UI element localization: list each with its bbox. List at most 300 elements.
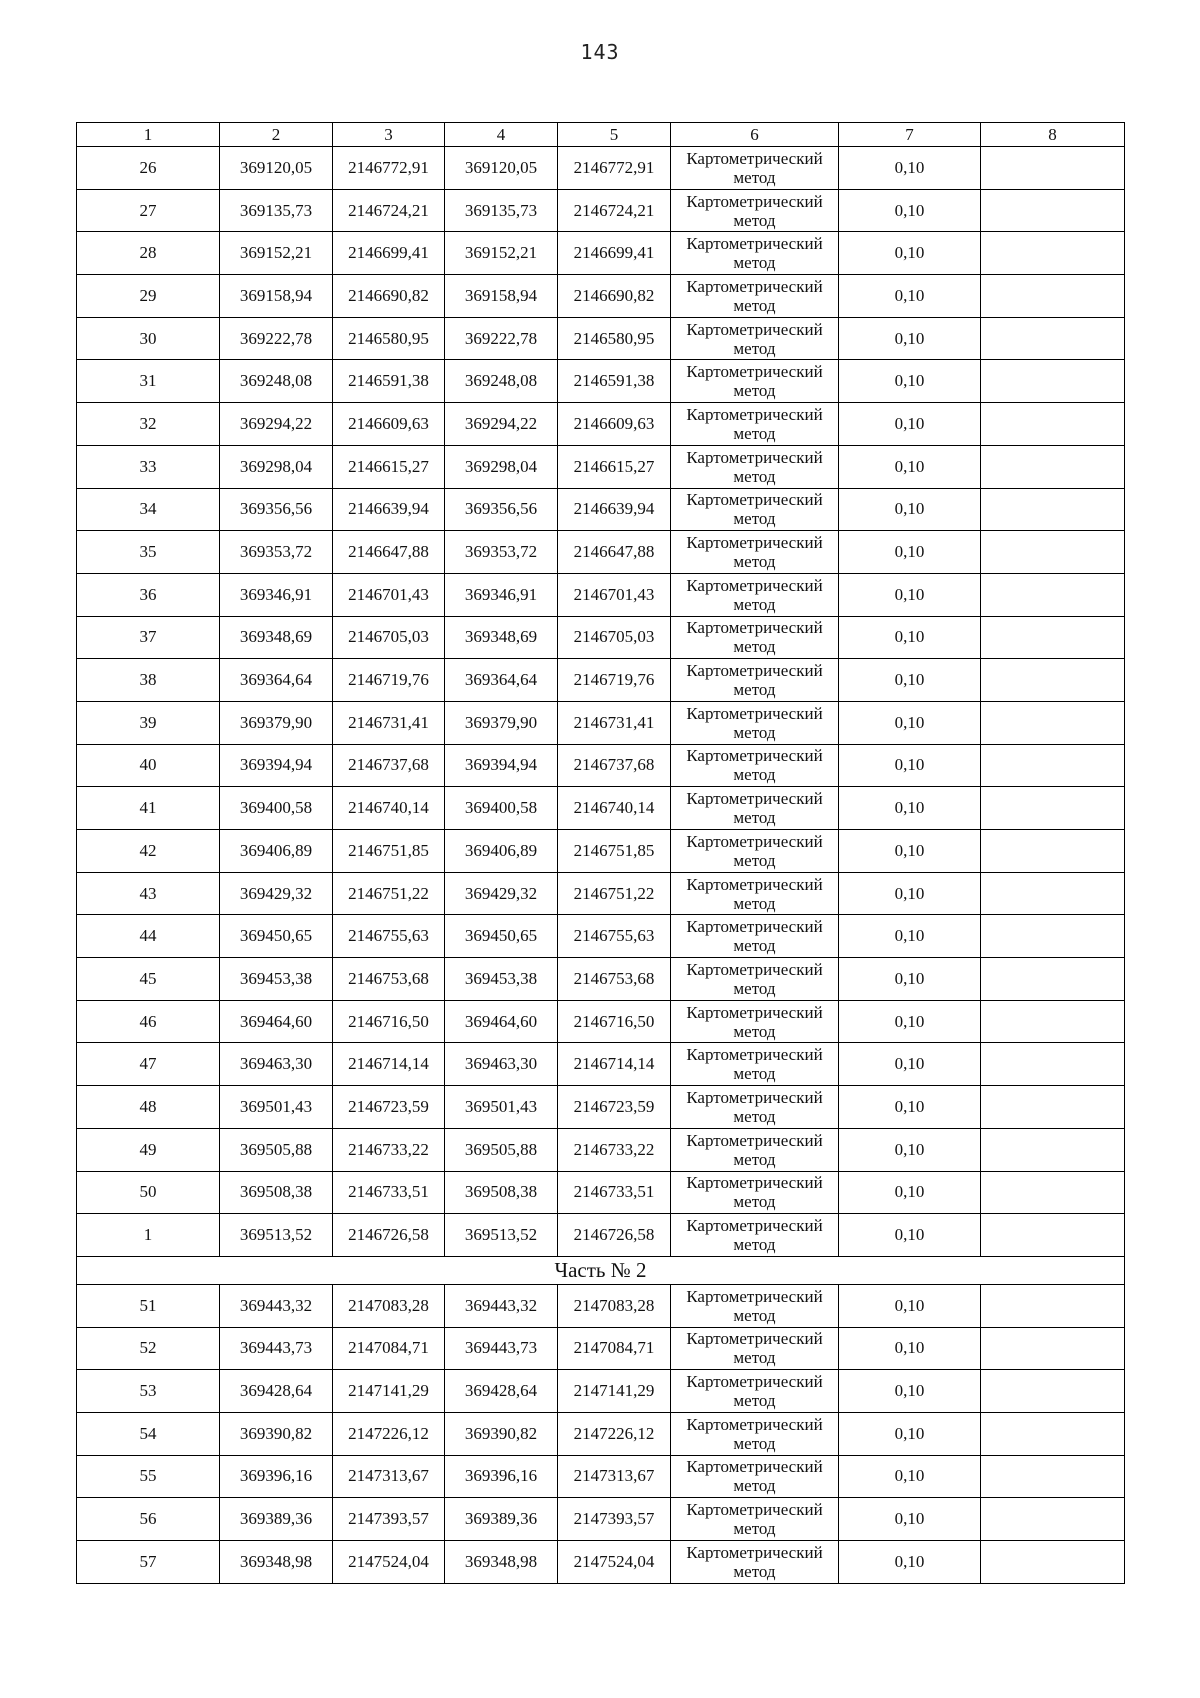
x-coordinate-cell: 369450,65 (445, 915, 558, 958)
method-text: метод (733, 1519, 776, 1539)
notes-cell (981, 1043, 1125, 1086)
method-text: Картометрический (686, 234, 823, 254)
x-coordinate-cell: 369443,73 (220, 1327, 333, 1370)
method-text: метод (733, 1476, 776, 1496)
method-text: метод (733, 808, 776, 828)
accuracy-cell: 0,10 (839, 403, 981, 446)
y-coordinate-cell: 2147313,67 (558, 1455, 671, 1498)
method-text: Картометрический (686, 447, 823, 467)
x-coordinate-cell: 369389,36 (445, 1498, 558, 1541)
column-header: 1 (77, 123, 220, 147)
table-row (77, 445, 1125, 488)
notes-cell (981, 1541, 1125, 1584)
method-cell (671, 1171, 839, 1214)
x-coordinate-cell: 369120,05 (220, 147, 333, 190)
x-coordinate-cell: 369364,64 (445, 659, 558, 702)
table-row (77, 616, 1125, 659)
y-coordinate-cell: 2147393,57 (333, 1498, 445, 1541)
y-coordinate-cell: 2146753,68 (558, 958, 671, 1001)
x-coordinate-cell: 369464,60 (445, 1000, 558, 1043)
notes-cell (981, 1000, 1125, 1043)
x-coordinate-cell: 369443,73 (445, 1327, 558, 1370)
notes-cell (981, 1370, 1125, 1413)
y-coordinate-cell: 2146755,63 (558, 915, 671, 958)
table-row (77, 830, 1125, 873)
method-cell (671, 744, 839, 787)
x-coordinate-cell: 369353,72 (445, 531, 558, 574)
notes-cell (981, 232, 1125, 275)
point-number-cell: 56 (77, 1498, 220, 1541)
method-cell (671, 1128, 839, 1171)
notes-cell (981, 445, 1125, 488)
y-coordinate-cell: 2146591,38 (333, 360, 445, 403)
y-coordinate-cell: 2146714,14 (333, 1043, 445, 1086)
table-row (77, 232, 1125, 275)
point-number-cell: 46 (77, 1000, 220, 1043)
x-coordinate-cell: 369400,58 (220, 787, 333, 830)
table-row (77, 189, 1125, 232)
accuracy-cell: 0,10 (839, 1455, 981, 1498)
accuracy-cell: 0,10 (839, 573, 981, 616)
table-row (77, 147, 1125, 190)
method-cell (671, 1000, 839, 1043)
x-coordinate-cell: 369429,32 (220, 872, 333, 915)
x-coordinate-cell: 369463,30 (445, 1043, 558, 1086)
y-coordinate-cell: 2146705,03 (558, 616, 671, 659)
point-number-cell: 37 (77, 616, 220, 659)
method-text: Картометрический (686, 533, 823, 553)
page-number: 143 (580, 40, 620, 64)
y-coordinate-cell: 2146772,91 (333, 147, 445, 190)
method-text: Картометрический (686, 1372, 823, 1392)
x-coordinate-cell: 369390,82 (445, 1412, 558, 1455)
method-text: Картометрический (686, 319, 823, 339)
method-text: метод (733, 850, 776, 870)
column-header: 3 (333, 123, 445, 147)
y-coordinate-cell: 2146719,76 (333, 659, 445, 702)
x-coordinate-cell: 369346,91 (220, 573, 333, 616)
method-cell (671, 275, 839, 318)
x-coordinate-cell: 369428,64 (220, 1370, 333, 1413)
y-coordinate-cell: 2147083,28 (333, 1284, 445, 1327)
point-number-cell: 33 (77, 445, 220, 488)
method-text: метод (733, 594, 776, 614)
x-coordinate-cell: 369443,32 (220, 1284, 333, 1327)
x-coordinate-cell: 369222,78 (220, 317, 333, 360)
notes-cell (981, 317, 1125, 360)
y-coordinate-cell: 2146647,88 (333, 531, 445, 574)
table-row (77, 1000, 1125, 1043)
point-number-cell: 39 (77, 701, 220, 744)
table-row (77, 488, 1125, 531)
method-text: метод (733, 509, 776, 529)
accuracy-cell: 0,10 (839, 488, 981, 531)
x-coordinate-cell: 369158,94 (220, 275, 333, 318)
method-cell (671, 232, 839, 275)
y-coordinate-cell: 2146723,59 (333, 1086, 445, 1129)
method-text: Картометрический (686, 1045, 823, 1065)
table-row (77, 1214, 1125, 1257)
x-coordinate-cell: 369248,08 (445, 360, 558, 403)
x-coordinate-cell: 369505,88 (445, 1128, 558, 1171)
point-number-cell: 47 (77, 1043, 220, 1086)
method-text: Картометрический (686, 789, 823, 809)
x-coordinate-cell: 369348,69 (445, 616, 558, 659)
method-text: Картометрический (686, 831, 823, 851)
x-coordinate-cell: 369389,36 (220, 1498, 333, 1541)
method-cell (671, 1043, 839, 1086)
method-cell (671, 787, 839, 830)
table-row (77, 275, 1125, 318)
y-coordinate-cell: 2146733,51 (558, 1171, 671, 1214)
accuracy-cell: 0,10 (839, 1327, 981, 1370)
y-coordinate-cell: 2146639,94 (333, 488, 445, 531)
y-coordinate-cell: 2146723,59 (558, 1086, 671, 1129)
method-cell (671, 317, 839, 360)
y-coordinate-cell: 2147313,67 (333, 1455, 445, 1498)
point-number-cell: 54 (77, 1412, 220, 1455)
x-coordinate-cell: 369364,64 (220, 659, 333, 702)
x-coordinate-cell: 369348,69 (220, 616, 333, 659)
notes-cell (981, 1214, 1125, 1257)
point-number-cell: 29 (77, 275, 220, 318)
notes-cell (981, 1498, 1125, 1541)
x-coordinate-cell: 369406,89 (445, 830, 558, 873)
x-coordinate-cell: 369450,65 (220, 915, 333, 958)
accuracy-cell: 0,10 (839, 1214, 981, 1257)
method-cell (671, 1086, 839, 1129)
table-row (77, 1498, 1125, 1541)
y-coordinate-cell: 2146724,21 (558, 189, 671, 232)
y-coordinate-cell: 2146716,50 (333, 1000, 445, 1043)
accuracy-cell: 0,10 (839, 1128, 981, 1171)
notes-cell (981, 488, 1125, 531)
accuracy-cell: 0,10 (839, 275, 981, 318)
x-coordinate-cell: 369294,22 (220, 403, 333, 446)
y-coordinate-cell: 2146699,41 (558, 232, 671, 275)
notes-cell (981, 872, 1125, 915)
accuracy-cell: 0,10 (839, 1541, 981, 1584)
method-text: Картометрический (686, 703, 823, 723)
x-coordinate-cell: 369222,78 (445, 317, 558, 360)
x-coordinate-cell: 369508,38 (220, 1171, 333, 1214)
method-text: метод (733, 765, 776, 785)
x-coordinate-cell: 369390,82 (220, 1412, 333, 1455)
point-number-cell: 53 (77, 1370, 220, 1413)
column-header: 6 (671, 123, 839, 147)
method-text: метод (733, 978, 776, 998)
y-coordinate-cell: 2146733,22 (558, 1128, 671, 1171)
method-text: Картометрический (686, 746, 823, 766)
method-cell (671, 1498, 839, 1541)
notes-cell (981, 1284, 1125, 1327)
method-text: метод (733, 893, 776, 913)
accuracy-cell: 0,10 (839, 1370, 981, 1413)
y-coordinate-cell: 2146772,91 (558, 147, 671, 190)
y-coordinate-cell: 2147524,04 (558, 1541, 671, 1584)
accuracy-cell: 0,10 (839, 1171, 981, 1214)
table-row (77, 1086, 1125, 1129)
y-coordinate-cell: 2146591,38 (558, 360, 671, 403)
accuracy-cell: 0,10 (839, 701, 981, 744)
y-coordinate-cell: 2146690,82 (558, 275, 671, 318)
table-row (77, 915, 1125, 958)
x-coordinate-cell: 369406,89 (220, 830, 333, 873)
point-number-cell: 26 (77, 147, 220, 190)
method-cell (671, 701, 839, 744)
notes-cell (981, 1086, 1125, 1129)
point-number-cell: 43 (77, 872, 220, 915)
table-row (77, 872, 1125, 915)
method-text: метод (733, 466, 776, 486)
accuracy-cell: 0,10 (839, 787, 981, 830)
y-coordinate-cell: 2146690,82 (333, 275, 445, 318)
y-coordinate-cell: 2147226,12 (558, 1412, 671, 1455)
x-coordinate-cell: 369248,08 (220, 360, 333, 403)
y-coordinate-cell: 2147141,29 (333, 1370, 445, 1413)
x-coordinate-cell: 369294,22 (445, 403, 558, 446)
accuracy-cell: 0,10 (839, 1043, 981, 1086)
notes-cell (981, 701, 1125, 744)
method-text: Картометрический (686, 362, 823, 382)
method-text: Картометрический (686, 1087, 823, 1107)
method-text: Картометрический (686, 1329, 823, 1349)
y-coordinate-cell: 2146615,27 (333, 445, 445, 488)
method-text: метод (733, 1348, 776, 1368)
y-coordinate-cell: 2146699,41 (333, 232, 445, 275)
header-row (77, 123, 1125, 147)
y-coordinate-cell: 2146726,58 (333, 1214, 445, 1257)
method-text: метод (733, 1391, 776, 1411)
column-header: 7 (839, 123, 981, 147)
point-number-cell: 36 (77, 573, 220, 616)
notes-cell (981, 275, 1125, 318)
y-coordinate-cell: 2146731,41 (333, 701, 445, 744)
y-coordinate-cell: 2146751,85 (333, 830, 445, 873)
point-number-cell: 32 (77, 403, 220, 446)
method-cell (671, 1327, 839, 1370)
y-coordinate-cell: 2146751,22 (558, 872, 671, 915)
method-cell (671, 1541, 839, 1584)
method-text: Картометрический (686, 575, 823, 595)
y-coordinate-cell: 2146701,43 (558, 573, 671, 616)
coordinates-table (76, 122, 1125, 1584)
notes-cell (981, 787, 1125, 830)
point-number-cell: 42 (77, 830, 220, 873)
method-text: Картометрический (686, 1542, 823, 1562)
method-text: Картометрический (686, 917, 823, 937)
method-text: Картометрический (686, 959, 823, 979)
point-number-cell: 34 (77, 488, 220, 531)
y-coordinate-cell: 2146580,95 (558, 317, 671, 360)
y-coordinate-cell: 2146753,68 (333, 958, 445, 1001)
point-number-cell: 49 (77, 1128, 220, 1171)
method-cell (671, 659, 839, 702)
method-text: метод (733, 1561, 776, 1581)
method-cell (671, 403, 839, 446)
method-text: метод (733, 295, 776, 315)
x-coordinate-cell: 369400,58 (445, 787, 558, 830)
method-text: метод (733, 1021, 776, 1041)
y-coordinate-cell: 2146737,68 (333, 744, 445, 787)
x-coordinate-cell: 369501,43 (220, 1086, 333, 1129)
table-row (77, 573, 1125, 616)
point-number-cell: 30 (77, 317, 220, 360)
method-text: Картометрический (686, 404, 823, 424)
method-text: метод (733, 1106, 776, 1126)
method-cell (671, 958, 839, 1001)
x-coordinate-cell: 369356,56 (220, 488, 333, 531)
method-cell (671, 531, 839, 574)
x-coordinate-cell: 369356,56 (445, 488, 558, 531)
x-coordinate-cell: 369158,94 (445, 275, 558, 318)
method-text: метод (733, 253, 776, 273)
y-coordinate-cell: 2146751,22 (333, 872, 445, 915)
x-coordinate-cell: 369120,05 (445, 147, 558, 190)
notes-cell (981, 1455, 1125, 1498)
table-row (77, 1412, 1125, 1455)
method-cell (671, 1284, 839, 1327)
x-coordinate-cell: 369379,90 (445, 701, 558, 744)
accuracy-cell: 0,10 (839, 1412, 981, 1455)
method-text: Картометрический (686, 276, 823, 296)
notes-cell (981, 1412, 1125, 1455)
method-cell (671, 830, 839, 873)
notes-cell (981, 189, 1125, 232)
accuracy-cell: 0,10 (839, 1000, 981, 1043)
accuracy-cell: 0,10 (839, 317, 981, 360)
notes-cell (981, 1128, 1125, 1171)
x-coordinate-cell: 369396,16 (220, 1455, 333, 1498)
point-number-cell: 52 (77, 1327, 220, 1370)
method-text: Картометрический (686, 1286, 823, 1306)
notes-cell (981, 1327, 1125, 1370)
table-row (77, 744, 1125, 787)
table-row (77, 1327, 1125, 1370)
x-coordinate-cell: 369346,91 (445, 573, 558, 616)
point-number-cell: 1 (77, 1214, 220, 1257)
method-text: метод (733, 381, 776, 401)
x-coordinate-cell: 369505,88 (220, 1128, 333, 1171)
notes-cell (981, 360, 1125, 403)
table-row (77, 531, 1125, 574)
method-text: метод (733, 552, 776, 572)
accuracy-cell: 0,10 (839, 1284, 981, 1327)
accuracy-cell: 0,10 (839, 830, 981, 873)
accuracy-cell: 0,10 (839, 616, 981, 659)
point-number-cell: 44 (77, 915, 220, 958)
y-coordinate-cell: 2147083,28 (558, 1284, 671, 1327)
method-text: Картометрический (686, 1500, 823, 1520)
table-row (77, 1370, 1125, 1413)
point-number-cell: 41 (77, 787, 220, 830)
accuracy-cell: 0,10 (839, 1498, 981, 1541)
notes-cell (981, 1171, 1125, 1214)
y-coordinate-cell: 2146726,58 (558, 1214, 671, 1257)
method-text: Картометрический (686, 148, 823, 168)
point-number-cell: 50 (77, 1171, 220, 1214)
y-coordinate-cell: 2146701,43 (333, 573, 445, 616)
method-cell (671, 1214, 839, 1257)
method-cell (671, 360, 839, 403)
accuracy-cell: 0,10 (839, 1086, 981, 1129)
method-text: метод (733, 680, 776, 700)
y-coordinate-cell: 2146719,76 (558, 659, 671, 702)
method-text: метод (733, 338, 776, 358)
table-body (77, 123, 1125, 1584)
y-coordinate-cell: 2146609,63 (558, 403, 671, 446)
x-coordinate-cell: 369348,98 (220, 1541, 333, 1584)
point-number-cell: 51 (77, 1284, 220, 1327)
method-text: Картометрический (686, 1130, 823, 1150)
y-coordinate-cell: 2146755,63 (333, 915, 445, 958)
table-row (77, 1043, 1125, 1086)
x-coordinate-cell: 369464,60 (220, 1000, 333, 1043)
y-coordinate-cell: 2146733,51 (333, 1171, 445, 1214)
notes-cell (981, 659, 1125, 702)
method-text: метод (733, 1149, 776, 1169)
method-text: Картометрический (686, 874, 823, 894)
x-coordinate-cell: 369443,32 (445, 1284, 558, 1327)
y-coordinate-cell: 2146740,14 (558, 787, 671, 830)
method-cell (671, 1370, 839, 1413)
method-text: метод (733, 936, 776, 956)
point-number-cell: 28 (77, 232, 220, 275)
y-coordinate-cell: 2146751,85 (558, 830, 671, 873)
notes-cell (981, 616, 1125, 659)
y-coordinate-cell: 2146724,21 (333, 189, 445, 232)
table-row (77, 787, 1125, 830)
table-row (77, 317, 1125, 360)
y-coordinate-cell: 2146716,50 (558, 1000, 671, 1043)
accuracy-cell: 0,10 (839, 744, 981, 787)
table-row (77, 659, 1125, 702)
point-number-cell: 27 (77, 189, 220, 232)
x-coordinate-cell: 369152,21 (445, 232, 558, 275)
x-coordinate-cell: 369453,38 (220, 958, 333, 1001)
point-number-cell: 57 (77, 1541, 220, 1584)
method-cell (671, 488, 839, 531)
x-coordinate-cell: 369429,32 (445, 872, 558, 915)
column-header: 4 (445, 123, 558, 147)
method-text: метод (733, 637, 776, 657)
y-coordinate-cell: 2147524,04 (333, 1541, 445, 1584)
y-coordinate-cell: 2146714,14 (558, 1043, 671, 1086)
x-coordinate-cell: 369135,73 (445, 189, 558, 232)
method-text: Картометрический (686, 1414, 823, 1434)
method-cell (671, 872, 839, 915)
notes-cell (981, 744, 1125, 787)
y-coordinate-cell: 2146733,22 (333, 1128, 445, 1171)
accuracy-cell: 0,10 (839, 531, 981, 574)
point-number-cell: 55 (77, 1455, 220, 1498)
table-row (77, 360, 1125, 403)
y-coordinate-cell: 2146705,03 (333, 616, 445, 659)
notes-cell (981, 915, 1125, 958)
notes-cell (981, 958, 1125, 1001)
table-row (77, 403, 1125, 446)
y-coordinate-cell: 2146580,95 (333, 317, 445, 360)
accuracy-cell: 0,10 (839, 232, 981, 275)
x-coordinate-cell: 369394,94 (445, 744, 558, 787)
y-coordinate-cell: 2147084,71 (558, 1327, 671, 1370)
y-coordinate-cell: 2146647,88 (558, 531, 671, 574)
method-text: Картометрический (686, 490, 823, 510)
column-header: 8 (981, 123, 1125, 147)
point-number-cell: 38 (77, 659, 220, 702)
y-coordinate-cell: 2146740,14 (333, 787, 445, 830)
accuracy-cell: 0,10 (839, 147, 981, 190)
